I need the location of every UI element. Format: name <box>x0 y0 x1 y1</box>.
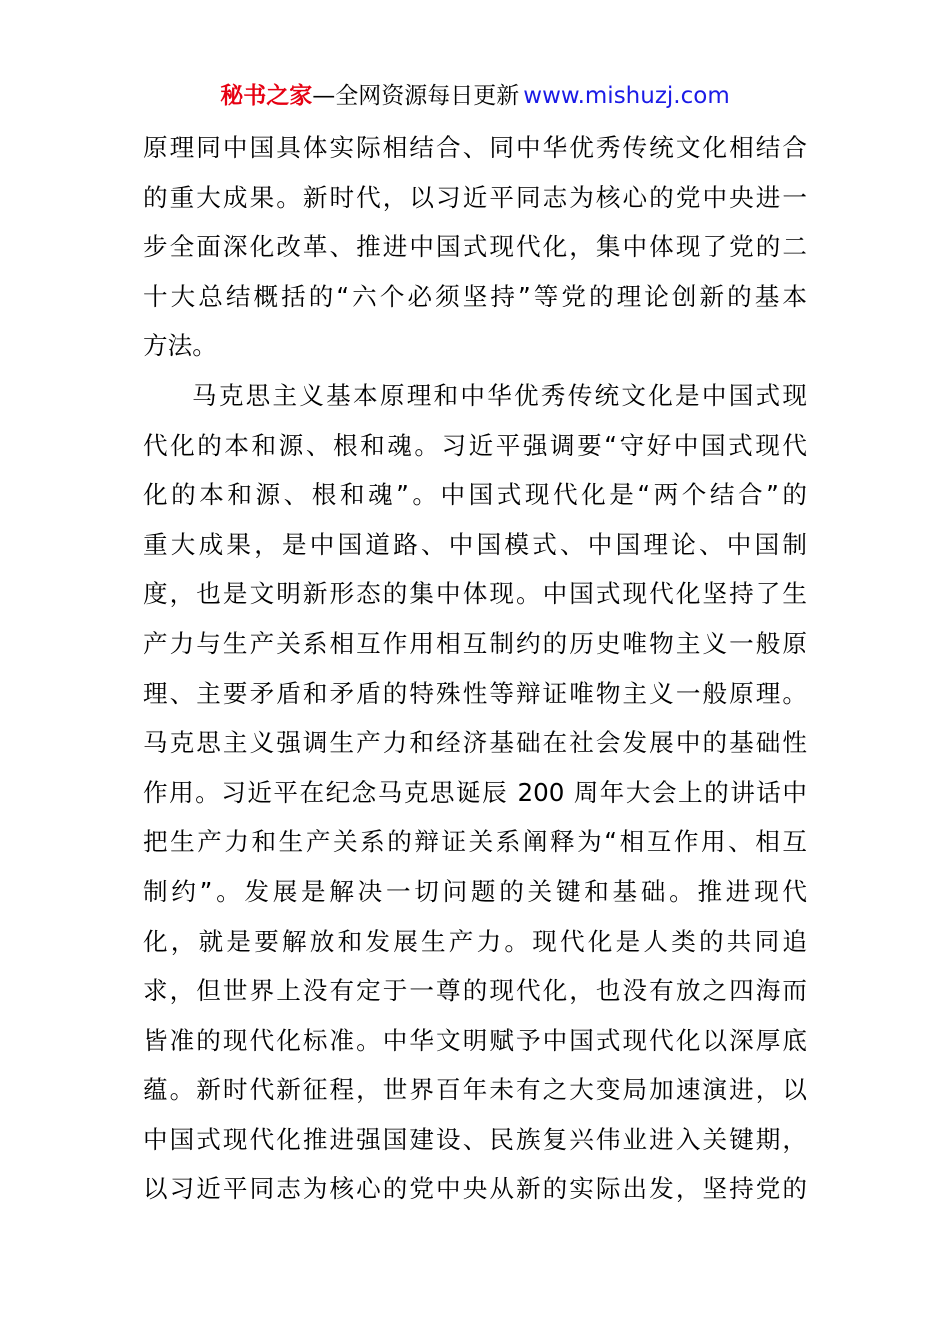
page-header <box>0 80 950 112</box>
text-line: 重大成果，是中国道路、中国模式、中国理论、中国制 <box>143 529 807 559</box>
text-line: 皆准的现代化标准。中华文明赋予中国式现代化以深厚底 <box>143 1025 807 1055</box>
text-line: 作用。习近平在纪念马克思诞辰 200 周年大会上的讲话中 <box>143 777 807 807</box>
text-line: 马克思主义基本原理和中华优秀传统文化是中国式现 <box>192 380 807 410</box>
site-url-link[interactable]: www.mishuzj.com <box>523 83 730 109</box>
text-line: 产力与生产关系相互作用相互制约的历史唯物主义一般原 <box>143 628 807 658</box>
text-line: 化，就是要解放和发展生产力。现代化是人类的共同追 <box>143 926 807 956</box>
text-line: 求，但世界上没有定于一尊的现代化，也没有放之四海而 <box>143 976 807 1006</box>
text-line: 马克思主义强调生产力和经济基础在社会发展中的基础性 <box>143 728 807 758</box>
text-line: 的重大成果。新时代，以习近平同志为核心的党中央进一 <box>143 182 807 212</box>
brand-name: 秘书之家 <box>220 83 313 109</box>
text-line: 蕴。新时代新征程，世界百年未有之大变局加速演进，以 <box>143 1075 807 1105</box>
text-line: 方法。 <box>143 331 217 361</box>
text-line: 以习近平同志为核心的党中央从新的实际出发，坚持党的 <box>143 1174 807 1204</box>
header-tagline: —全网资源每日更新 <box>312 83 520 109</box>
text-line: 步全面深化改革、推进中国式现代化，集中体现了党的二 <box>143 232 807 262</box>
text-line: 原理同中国具体实际相结合、同中华优秀传统文化相结合 <box>143 133 807 162</box>
text-line: 制约”。发展是解决一切问题的关键和基础。推进现代 <box>143 876 807 906</box>
text-line: 理、主要矛盾和矛盾的特殊性等辩证唯物主义一般原理。 <box>143 678 807 708</box>
text-line: 度，也是文明新形态的集中体现。中国式现代化坚持了生 <box>143 579 807 609</box>
text-line: 化的本和源、根和魂”。中国式现代化是“两个结合”的 <box>143 480 807 510</box>
text-line: 中国式现代化推进强国建设、民族复兴伟业进入关键期， <box>143 1124 807 1154</box>
document-body <box>143 123 807 1214</box>
text-line: 把生产力和生产关系的辩证关系阐释为“相互作用、相互 <box>143 827 807 857</box>
text-line: 代化的本和源、根和魂。习近平强调要“守好中国式现代 <box>143 430 807 460</box>
text-line: 十大总结概括的“六个必须坚持”等党的理论创新的基本 <box>143 281 807 311</box>
